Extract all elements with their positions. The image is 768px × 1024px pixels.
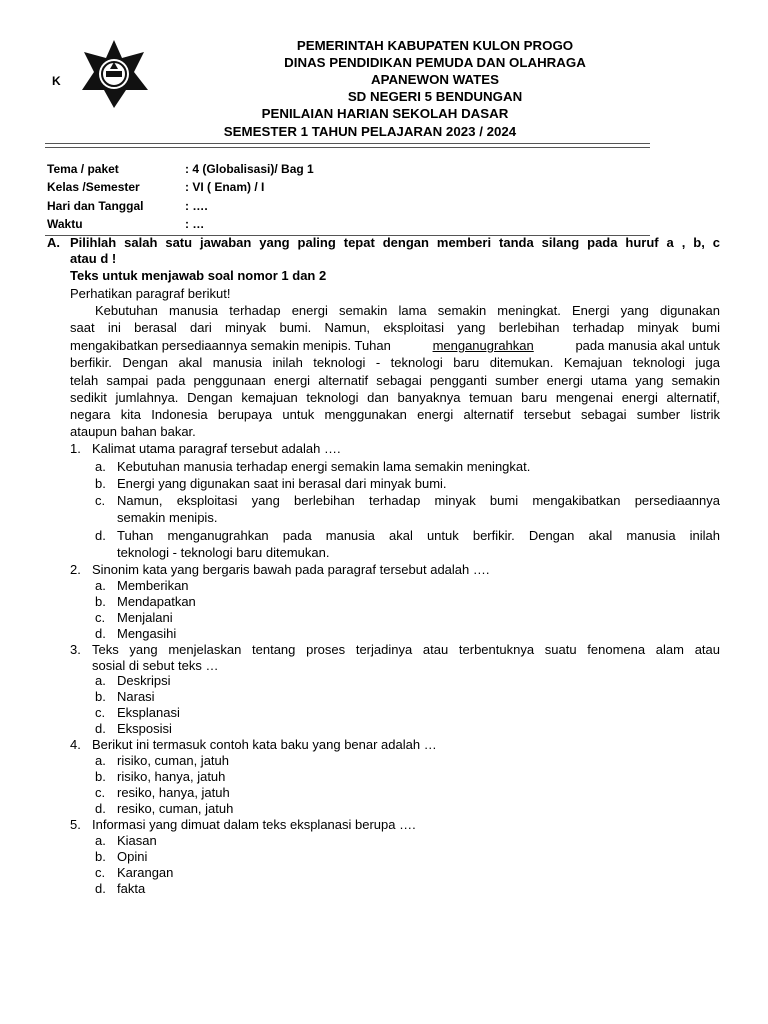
question-number: 3. <box>70 642 81 657</box>
option-letter: d. <box>95 528 106 543</box>
option-3d <box>95 721 720 737</box>
option-text: resiko, cuman, jatuh <box>117 801 234 816</box>
header-line-6: SEMESTER 1 TAHUN PELAJARAN 2023 / 2024 <box>223 124 517 139</box>
meta-row-waktu <box>47 217 204 231</box>
header-line-4: SD NEGERI 5 BENDUNGAN <box>347 89 523 104</box>
header-line-1: PEMERINTAH KABUPATEN KULON PROGO <box>296 38 574 53</box>
option-letter: d. <box>95 801 106 816</box>
question-number: 2. <box>70 562 81 577</box>
section-letter: A. <box>47 235 60 250</box>
option-letter: a. <box>95 578 106 593</box>
header-line-5: PENILAIAN HARIAN SEKOLAH DASAR <box>261 106 509 121</box>
option-letter: b. <box>95 689 106 704</box>
paragraph-text: mengakibatkan persediaannya semakin menipis. Tuhan <box>70 338 391 353</box>
paragraph-line-1: Kebutuhan manusia terhadap energi semakin lama semakin meningkat. Energi yang digunakan <box>95 303 720 318</box>
instruction-line-1: Pilihlah salah satu jawaban yang paling tepat dengan memberi tanda silang pada huruf a , b, c <box>70 235 720 250</box>
option-text: risiko, cuman, jatuh <box>117 753 229 768</box>
option-text: Mendapatkan <box>117 594 196 609</box>
option-text: fakta <box>117 881 146 896</box>
option-5b <box>95 849 720 865</box>
option-letter: d. <box>95 721 106 736</box>
option-text: Tuhan menganugrahkan pada manusia akal untuk berfikir. Dengan akal manusia inilah <box>117 528 720 543</box>
question-2 <box>70 562 720 578</box>
school-logo-icon <box>78 38 150 110</box>
meta-label: Hari dan Tanggal <box>47 199 144 213</box>
paragraph-line-5: telah sampai pada penggunaan energi alternatif sebagai pengganti sumber energi utama yang semakin <box>70 373 720 388</box>
header-rule-2 <box>45 147 650 148</box>
meta-value: : 4 (Globalisasi)/ Bag 1 <box>185 162 314 176</box>
paragraph-text: pada manusia akal untuk <box>575 338 720 353</box>
option-4c <box>95 785 720 801</box>
option-letter: c. <box>95 785 106 800</box>
question-number: 1. <box>70 441 81 456</box>
option-3b <box>95 689 720 705</box>
option-2d <box>95 626 720 642</box>
meta-row-hari <box>47 199 208 213</box>
paragraph-line-2: saat ini berasal dari minyak bumi. Namun, eksploitasi yang berlebihan terhadap minyak bumi <box>70 320 720 335</box>
meta-value: : VI ( Enam) / I <box>185 180 265 194</box>
option-1d <box>95 528 720 544</box>
paragraph-line-6: sedikit jumlahnya. Dengan kemajuan teknologi dan banyaknya temuan baru mengenai energi alternatif, <box>70 390 720 405</box>
paragraph-line-3 <box>70 338 720 354</box>
option-text: Kiasan <box>117 833 157 848</box>
question-text: Teks yang menjelaskan tentang proses terjadinya atau terbentuknya suatu fenomena alam atau <box>92 642 720 657</box>
meta-row-kelas <box>47 180 264 194</box>
header-rule <box>45 143 650 144</box>
option-3c <box>95 705 720 721</box>
option-4a <box>95 753 720 769</box>
meta-label: Kelas /Semester <box>47 180 140 194</box>
question-number: 4. <box>70 737 81 752</box>
question-text: Berikut ini termasuk contoh kata baku yang benar adalah … <box>92 737 437 752</box>
option-text: Eksplanasi <box>117 705 180 720</box>
question-3 <box>70 642 720 658</box>
option-text: risiko, hanya, jatuh <box>117 769 226 784</box>
k-mark: K <box>52 74 61 88</box>
meta-row-tema <box>47 162 314 176</box>
option-text: Energi yang digunakan saat ini berasal dari minyak bumi. <box>117 476 447 491</box>
underlined-word: menganugrahkan <box>432 338 534 353</box>
paragraph-line-8: ataupun bahan bakar. <box>70 424 196 439</box>
option-text: Mengasihi <box>117 626 177 641</box>
option-text: Deskripsi <box>117 673 171 688</box>
option-letter: c. <box>95 865 106 880</box>
paragraph-intro: Perhatikan paragraf berikut! <box>70 286 231 301</box>
option-letter: b. <box>95 849 106 864</box>
option-letter: a. <box>95 459 106 474</box>
option-letter: a. <box>95 753 106 768</box>
option-2b <box>95 594 720 610</box>
question-3-cont: sosial di sebut teks … <box>92 658 219 673</box>
option-letter: d. <box>95 626 106 641</box>
option-letter: b. <box>95 769 106 784</box>
text-title: Teks untuk menjawab soal nomor 1 dan 2 <box>70 268 327 283</box>
option-1a <box>95 459 720 475</box>
option-4d <box>95 801 720 817</box>
question-text: Kalimat utama paragraf tersebut adalah …. <box>92 441 341 456</box>
question-text: Sinonim kata yang bergaris bawah pada paragraf tersebut adalah …. <box>92 562 490 577</box>
option-text: Opini <box>117 849 148 864</box>
option-text: Kebutuhan manusia terhadap energi semakin lama semakin meningkat. <box>117 459 531 474</box>
option-letter: b. <box>95 476 106 491</box>
option-text: Narasi <box>117 689 155 704</box>
question-5 <box>70 817 720 833</box>
option-text: Karangan <box>117 865 174 880</box>
meta-label: Tema / paket <box>47 162 119 176</box>
option-3a <box>95 673 720 689</box>
option-letter: a. <box>95 833 106 848</box>
meta-value: : …. <box>185 199 208 213</box>
question-number: 5. <box>70 817 81 832</box>
option-letter: b. <box>95 594 106 609</box>
option-4b <box>95 769 720 785</box>
meta-value: : … <box>185 217 205 231</box>
option-text: Eksposisi <box>117 721 172 736</box>
option-1c <box>95 493 720 509</box>
header-line-3: APANEWON WATES <box>370 72 500 87</box>
header-line-2: DINAS PENDIDIKAN PEMUDA DAN OLAHRAGA <box>284 55 586 70</box>
question-text: Informasi yang dimuat dalam teks eksplanasi berupa …. <box>92 817 416 832</box>
option-letter: c. <box>95 493 106 508</box>
paragraph-line-4: berfikir. Dengan akal manusia inilah teknologi - teknologi baru ditemukan. Kemajuan teknologi juga <box>70 355 720 370</box>
option-letter: a. <box>95 673 106 688</box>
option-1b <box>95 476 720 492</box>
question-4 <box>70 737 720 753</box>
question-1 <box>70 441 720 457</box>
option-text: resiko, hanya, jatuh <box>117 785 230 800</box>
option-2a <box>95 578 720 594</box>
option-1d-cont: teknologi - teknologi baru ditemukan. <box>117 545 330 560</box>
option-2c <box>95 610 720 626</box>
option-5c <box>95 865 720 881</box>
option-letter: c. <box>95 705 106 720</box>
meta-label: Waktu <box>47 217 83 231</box>
instruction-line-2: atau d ! <box>70 251 117 266</box>
option-5a <box>95 833 720 849</box>
option-5d <box>95 881 720 897</box>
option-letter: c. <box>95 610 106 625</box>
option-text: Namun, eksploitasi yang berlebihan terhadap minyak bumi mengakibatkan persediaannya <box>117 493 720 508</box>
option-text: Menjalani <box>117 610 173 625</box>
option-1c-cont: semakin menipis. <box>117 510 218 525</box>
option-text: Memberikan <box>117 578 189 593</box>
option-letter: d. <box>95 881 106 896</box>
paragraph-line-7: negara kita Indonesia berupaya untuk menggunakan energi alternatif tersebut sebagai sumber listrik <box>70 407 720 422</box>
